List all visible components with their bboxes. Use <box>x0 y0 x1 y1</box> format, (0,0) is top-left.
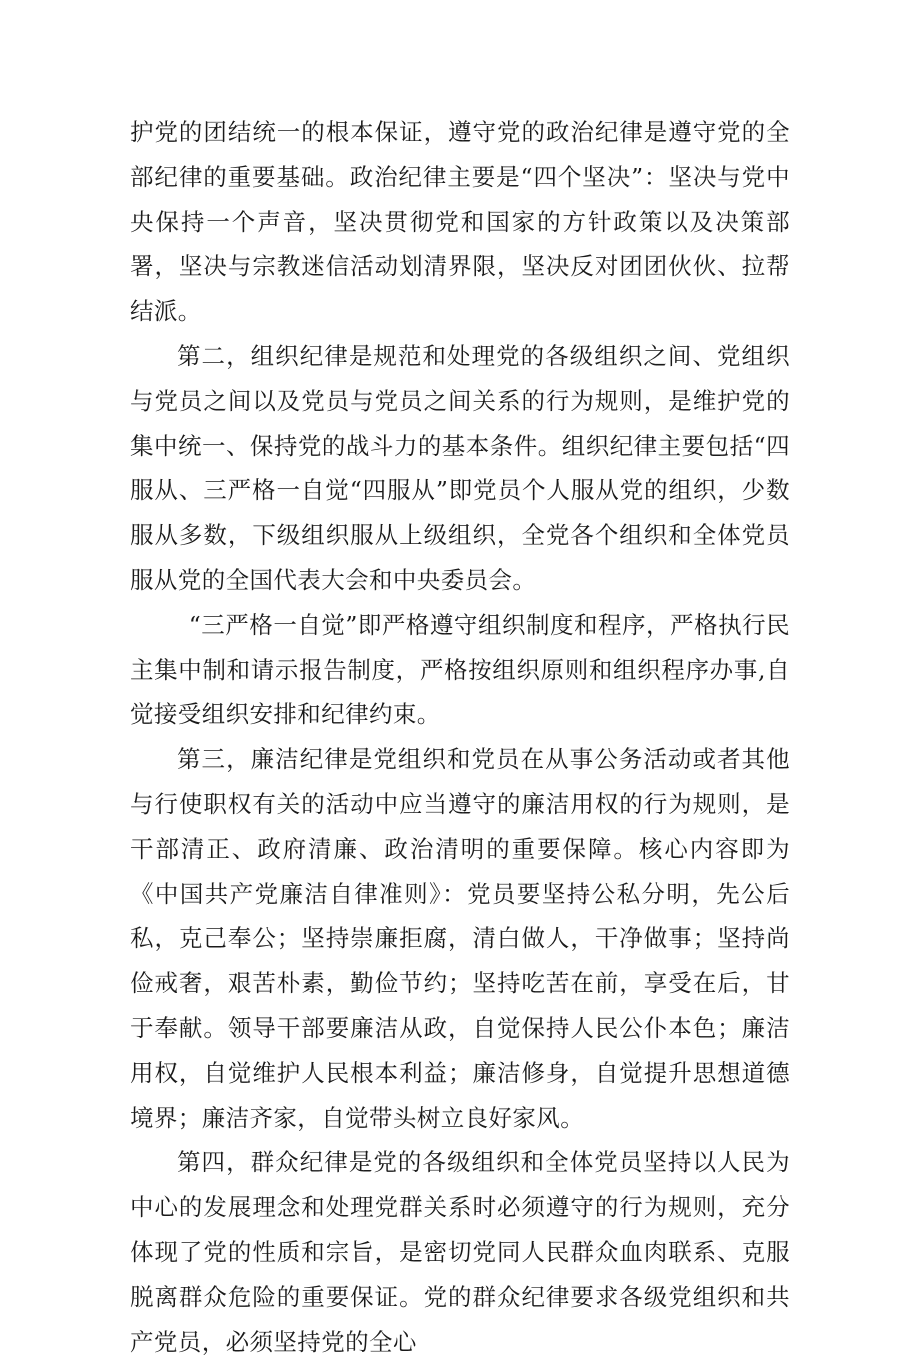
paragraph-organizational-discipline: 第二，组织纪律是规范和处理党的各级组织之间、党组织与党员之间以及党员与党员之间关系的行为规则，是维护党的集中统一、保持党的战斗力的基本条件。组织纪律主要包括“四服从、三严格一自觉“四服从”即党员个人服从党的组织，少数服从多数，下级组织服从上级组织，全党各个组织和全体党员服从党的全国代表大会和中央委员会。 <box>130 341 790 594</box>
paragraph-integrity-discipline: 第三，廉洁纪律是党组织和党员在从事公务活动或者其他与行使职权有关的活动中应当遵守的廉洁用权的行为规则，是干部清正、政府清廉、政治清明的重要保障。核心内容即为《中国共产党廉洁自律准则》：党员要坚持公私分明，先公后私，克己奉公；坚持崇廉拒腐，清白做人，干净做事；坚持尚俭戒奢，艰苦朴素，勤俭节约；坚持吃苦在前，享受在后，甘于奉献。领导干部要廉洁从政，自觉保持人民公仆本色；廉洁用权，自觉维护人民根本利益；廉洁修身，自觉提升思想道德境界；廉洁齐家，自觉带头树立良好家风。 <box>130 745 790 1132</box>
paragraph-political-discipline: 护党的团结统一的根本保证，遵守党的政治纪律是遵守党的全部纪律的重要基础。政治纪律主要是“四个坚决”：坚决与党中央保持一个声音，坚决贯彻党和国家的方针政策以及决策部署，坚决与宗教迷信活动划清界限，坚决反对团团伙伙、拉帮结派。 <box>130 118 790 326</box>
paragraph-three-strict-one-conscious: “三严格一自觉”即严格遵守组织制度和程序，严格执行民主集中制和请示报告制度，严格按组织原则和组织程序办事,自觉接受组织安排和纪律约束。 <box>130 610 790 729</box>
document-body <box>130 110 790 1364</box>
paragraph-mass-discipline: 第四，群众纪律是党的各级组织和全体党员坚持以人民为中心的发展理念和处理党群关系时必须遵守的行为规则，充分体现了党的性质和宗旨，是密切党同人民群众血肉联系、克服脱离群众危险的重要保证。党的群众纪律要求各级党组织和共产党员，必须坚持党的全心 <box>130 1148 790 1356</box>
